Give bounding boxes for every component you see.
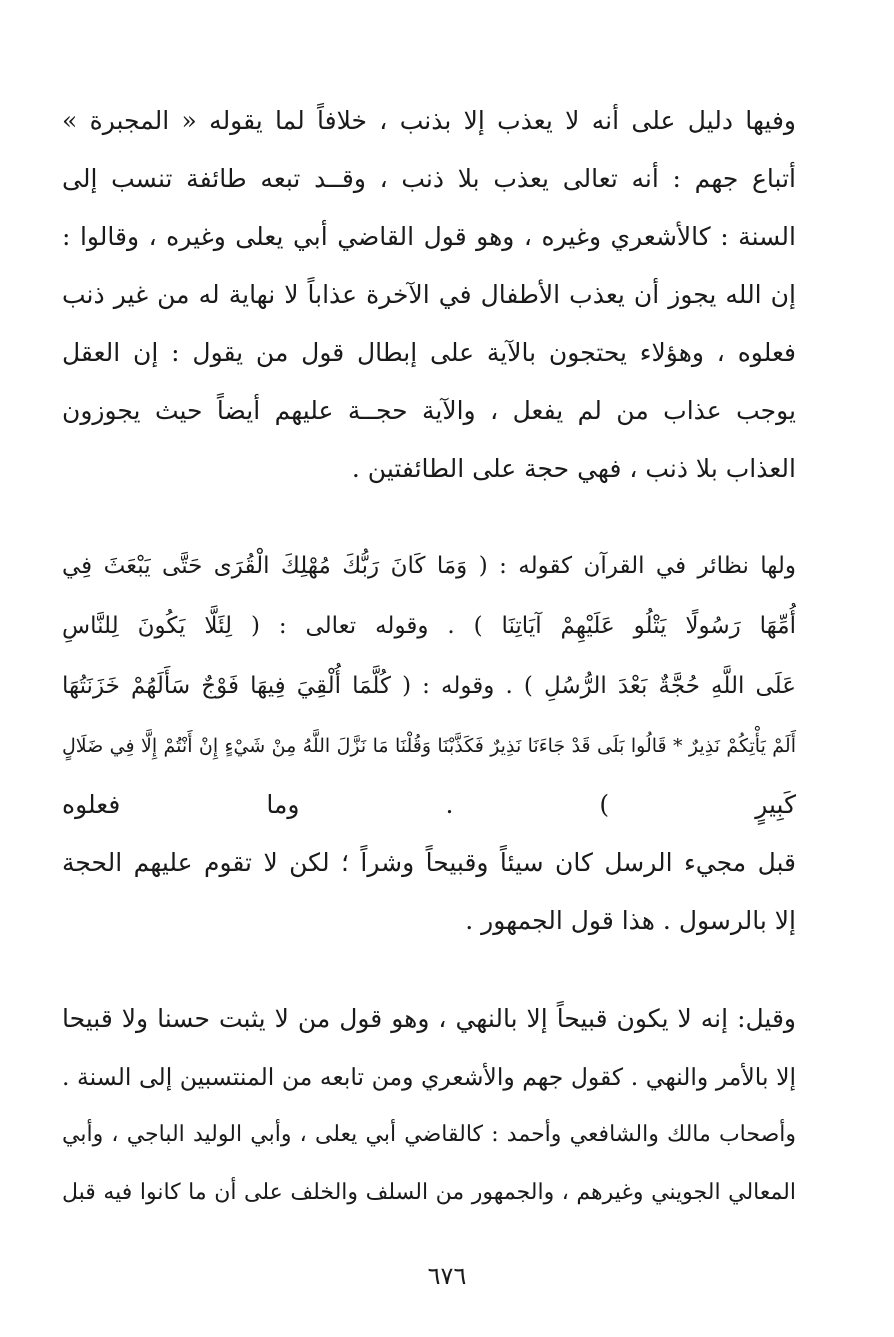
paragraph-2 <box>62 536 796 950</box>
text-line: كَبِيرٍ ) . وما فعلوه <box>62 790 796 819</box>
text-line: أُمِّهَا رَسُولًا يَتْلُو عَلَيْهِمْ آيَاتِنَا ) . وقوله تعالى : ( لِئَلَّا يَكُونَ لِلنَّاسِ <box>62 613 796 639</box>
text-line: السنة : كالأشعري وغيره ، وهو قول القاضي أبي يعلى وغيره ، وقالوا : <box>62 222 796 251</box>
text-line: قبل مجيء الرسل كان سيئاً وقبيحاً وشراً ؛ لكن لا تقوم عليهم الحجة <box>62 848 796 877</box>
text-line: وفيها دليل على أنه لا يعذب إلا بذنب ، خلافاً لما يقوله « المجبرة » <box>62 106 796 135</box>
text-line: أَلَمْ يَأْتِكُمْ نَذِيرٌ * قَالُوا بَلَى قَدْ جَاءَنَا نَذِيرٌ فَكَذَّبْنَا وَقُلْنَا مَا نَزَّلَ اللَّهُ مِنْ شَيْءٍ إِنْ أَنْتُمْ إِلَّا فِي ضَلَالٍ <box>62 735 796 757</box>
page-body <box>62 92 796 1222</box>
text-line: المعالي الجويني وغيرهم ، والجمهور من السلف والخلف على أن ما كانوا فيه قبل <box>62 1180 796 1205</box>
page-number: ٦٧٦ <box>427 1262 467 1290</box>
paragraph-1 <box>62 92 796 498</box>
text-line: عَلَى اللَّهِ حُجَّةٌ بَعْدَ الرُّسُلِ ) . وقوله : ( كُلَّمَا أُلْقِيَ فِيهَا فَوْجٌ سَأَلَهُمْ خَزَنَتُهَا <box>62 673 796 699</box>
text-line: فعلوه ، وهؤلاء يحتجون بالآية على إبطال قول من يقول : إن العقل <box>62 338 796 367</box>
text-line: إن الله يجوز أن يعذب الأطفال في الآخرة عذاباً لا نهاية له من غير ذنب <box>62 280 796 309</box>
text-line: العذاب بلا ذنب ، فهي حجة على الطائفتين . <box>351 454 796 483</box>
paragraph-spacer <box>62 950 796 990</box>
paragraph-spacer <box>62 498 796 536</box>
text-line: وقيل: إنه لا يكون قبيحاً إلا بالنهي ، وهو قول من لا يثبت حسنا ولا قبيحا <box>62 1004 796 1033</box>
text-line: أتباع جهم : أنه تعالى يعذب بلا ذنب ، وقــد تبعه طائفة تنسب إلى <box>62 164 796 193</box>
text-line: ولها نظائر في القرآن كقوله : ( وَمَا كَانَ رَبُّكَ مُهْلِكَ الْقُرَى حَتَّى يَبْعَثَ فِي <box>62 553 796 579</box>
paragraph-3 <box>62 990 796 1222</box>
text-line: إلا بالرسول . هذا قول الجمهور . <box>465 906 796 935</box>
text-line: وأصحاب مالك والشافعي وأحمد : كالقاضي أبي يعلى ، وأبي الوليد الباجي ، وأبي <box>62 1122 796 1147</box>
text-line: يوجب عذاب من لم يفعل ، والآية حجــة عليهم أيضاً حيث يجوزون <box>62 396 796 425</box>
text-line: إلا بالأمر والنهي . كقول جهم والأشعري ومن تابعه من المنتسبين إلى السنة . <box>62 1063 796 1091</box>
